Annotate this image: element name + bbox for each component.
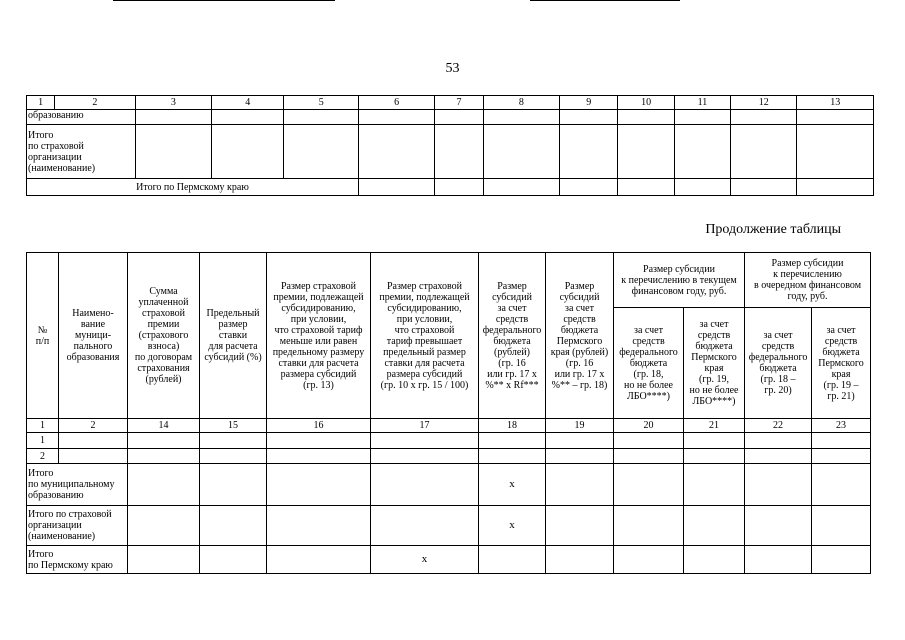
col-num: 12 bbox=[731, 96, 797, 110]
row-label: образованию bbox=[27, 110, 136, 125]
row-itogo-region: Итого по Пермскому краю bbox=[27, 546, 128, 574]
x-mark: х bbox=[479, 464, 546, 506]
row-number: 1 bbox=[27, 433, 59, 449]
col-num: 2 bbox=[59, 419, 128, 433]
header-num: № п/п bbox=[27, 253, 59, 419]
main-table bbox=[26, 252, 871, 574]
header-cur-perm: за счет средств бюджета Пермского края (гр. 19, но не более ЛБО****) bbox=[684, 308, 745, 419]
col-num: 11 bbox=[674, 96, 730, 110]
continuation-title: Продолжение таблицы bbox=[705, 222, 841, 237]
col-num: 9 bbox=[560, 96, 618, 110]
header-prem-more: Размер страховой премии, подлежащей субсидированию, при условии, что страховой тариф превышает предельный размер ставки для расчета размера субсидий (гр. 10 х гр. 15 / 100) bbox=[371, 253, 479, 419]
col-num: 7 bbox=[435, 96, 483, 110]
row-label: Итого по страховой организации (наименование) bbox=[27, 125, 136, 179]
col-num: 1 bbox=[27, 96, 55, 110]
row-itogo-municipal: Итого по муниципальному образованию bbox=[27, 464, 128, 506]
header-cur-fed: за счет средств федерального бюджета (гр. 18, но не более ЛБО****) bbox=[614, 308, 684, 419]
header-next-fed: за счет средств федерального бюджета (гр. 18 – гр. 20) bbox=[745, 308, 812, 419]
header-next-perm: за счет средств бюджета Пермского края (гр. 19 – гр. 21) bbox=[812, 308, 871, 419]
col-num: 14 bbox=[128, 419, 200, 433]
col-num: 4 bbox=[212, 96, 284, 110]
col-num: 10 bbox=[618, 96, 674, 110]
col-num: 23 bbox=[812, 419, 871, 433]
x-mark: х bbox=[371, 546, 479, 574]
header-prem-less: Размер страховой премии, подлежащей субсидированию, при условии, что страховой тариф меньше или равен предельному размеру ставки для расчета размера субсидий (гр. 13) bbox=[267, 253, 371, 419]
header-sum: Сумма уплаченной страховой премии (страхового взноса) по договорам страхования (рублей) bbox=[128, 253, 200, 419]
header-fed: Размер субсидий за счет средств федерального бюджета (рублей) (гр. 16 или гр. 17 х %** х Rf*** bbox=[479, 253, 546, 419]
row-label: Итого по Пермскому краю bbox=[27, 179, 359, 196]
col-num: 18 bbox=[479, 419, 546, 433]
header-next-year: Размер субсидии к перечислению в очередном финансовом году, руб. bbox=[745, 253, 871, 308]
header-perm: Размер субсидий за счет средств бюджета Пермского края (рублей) (гр. 16 или гр. 17 х %** – гр. 18) bbox=[546, 253, 614, 419]
col-num: 15 bbox=[200, 419, 267, 433]
col-num: 17 bbox=[371, 419, 479, 433]
col-num: 2 bbox=[55, 96, 135, 110]
x-mark: х bbox=[479, 506, 546, 546]
col-num: 13 bbox=[797, 96, 874, 110]
top-table bbox=[26, 95, 874, 196]
col-num: 16 bbox=[267, 419, 371, 433]
col-num: 21 bbox=[684, 419, 745, 433]
header-rule-right bbox=[530, 0, 680, 1]
col-num: 3 bbox=[135, 96, 211, 110]
header-rate: Предельный размер ставки для расчета субсидий (%) bbox=[200, 253, 267, 419]
header-name: Наимено- вание муници- пального образования bbox=[59, 253, 128, 419]
col-num: 22 bbox=[745, 419, 812, 433]
col-num: 1 bbox=[27, 419, 59, 433]
row-number: 2 bbox=[27, 449, 59, 464]
col-num: 8 bbox=[483, 96, 559, 110]
header-current-year: Размер субсидии к перечислению в текущем финансовом году, руб. bbox=[614, 253, 745, 308]
col-num: 20 bbox=[614, 419, 684, 433]
col-num: 5 bbox=[284, 96, 358, 110]
col-num: 6 bbox=[358, 96, 434, 110]
row-itogo-insurer: Итого по страховой организации (наименование) bbox=[27, 506, 128, 546]
page-number: 53 bbox=[445, 61, 460, 76]
header-rule-left bbox=[113, 0, 335, 1]
col-num: 19 bbox=[546, 419, 614, 433]
